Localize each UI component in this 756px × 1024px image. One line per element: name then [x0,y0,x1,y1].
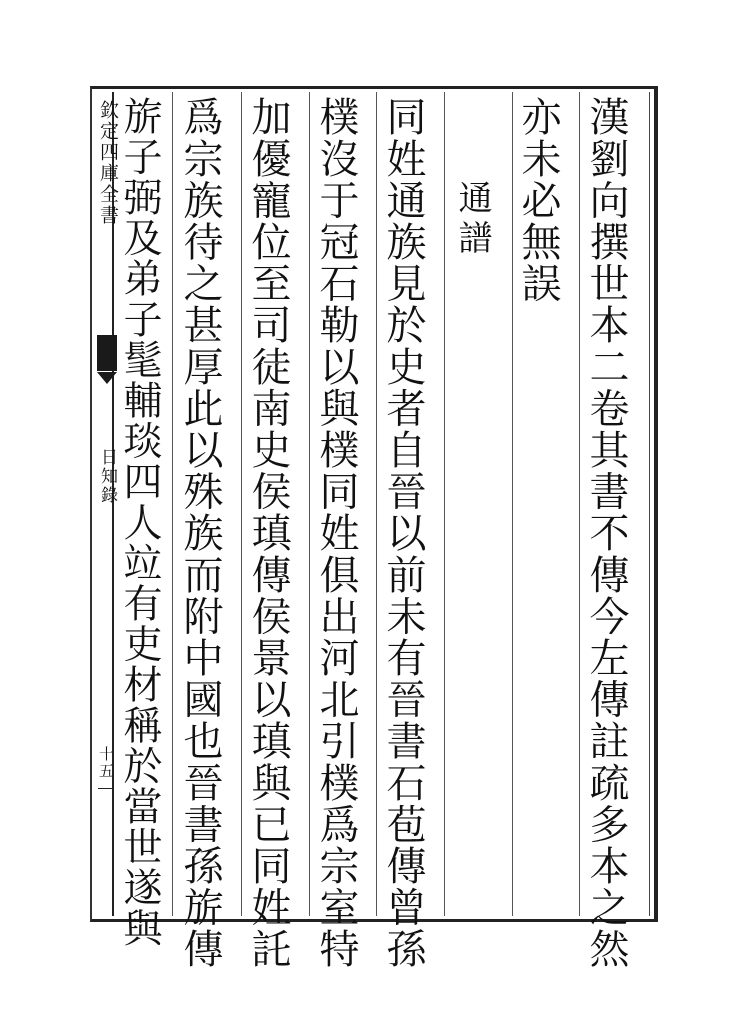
text-column-7: 爲宗族待之甚厚此以殊族而附中國也晉書孫旂傳 [177,96,223,970]
section-heading: 通譜 [452,180,492,260]
text-column-6: 加優寵位至司徒南史侯瑱傳侯景以瑱與已同姓託 [245,96,291,970]
margin-book-title: 欽定四庫全書 [97,100,119,226]
column-rule [444,92,445,916]
column-rule [172,92,173,916]
text-column-4: 同姓通族見於史者自晉以前未有晉書石苞傳曾孫 [380,96,426,970]
margin-work-title: 日知錄 [97,448,117,505]
column-rule [512,92,513,916]
text-column-8: 旂子弼及弟子髦輔琰四人竝有吏材稱於當世遂與 [117,96,162,949]
margin-page-number: 十五 [97,746,115,780]
column-rule [376,92,377,916]
text-column-5: 樸沒于冠石勒以與樸同姓俱出河北引樸爲宗室特 [313,96,359,970]
text-column-1: 漢劉向撰世本二卷其書不傳今左傳註疏多本之然 [583,96,629,970]
column-rule [241,92,242,916]
fishtail-mark-icon [97,335,117,371]
fishtail-chevron-icon [97,372,117,384]
column-rule [309,92,310,916]
text-column-2: 亦未必無誤 [515,96,561,304]
margin-tick [98,788,114,789]
column-rule [579,92,580,916]
